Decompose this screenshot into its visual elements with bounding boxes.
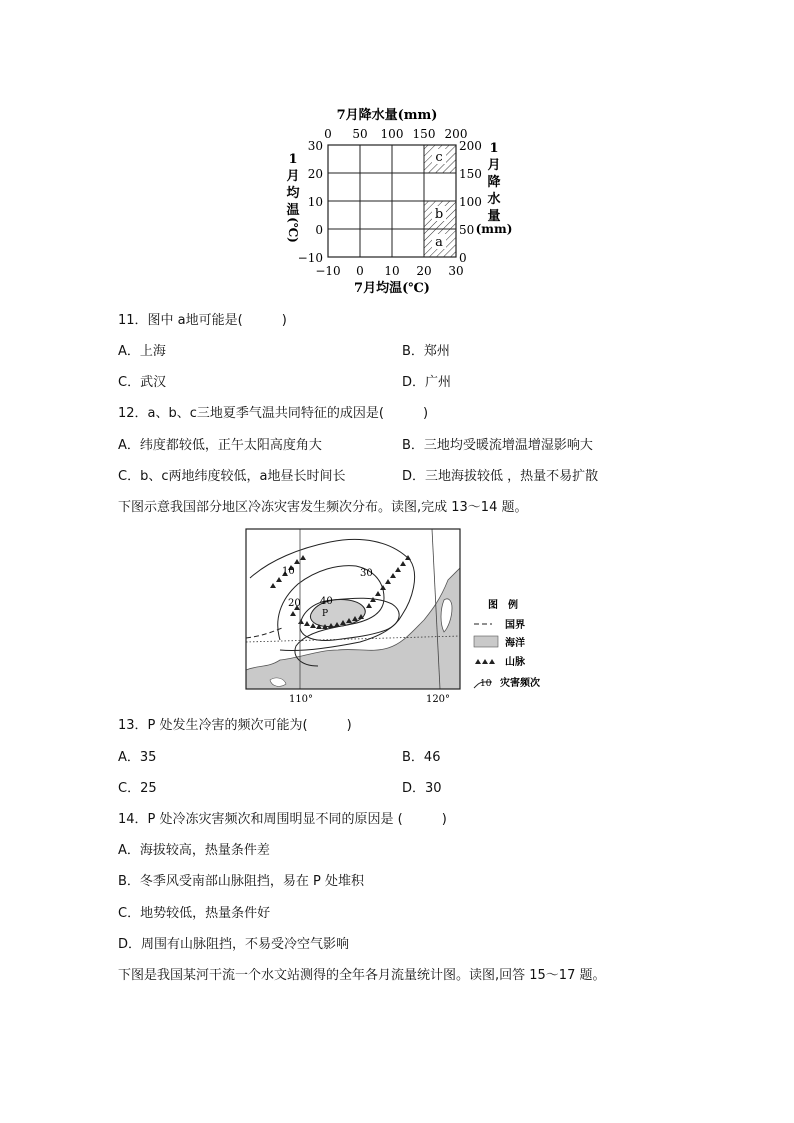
top-tick: 50 [352, 127, 368, 141]
legend-mountain-icon [475, 659, 495, 664]
legend-ocean: 海洋 [505, 638, 525, 649]
legend-title: 图 例 [488, 600, 518, 611]
right-axis-title: 月 [487, 158, 501, 173]
contour-label-30: 30 [360, 568, 373, 579]
right-axis-title: 水 [487, 192, 501, 207]
intro-flow-question: 下图是我国某河干流一个水文站测得的全年各月流量统计图。读图,回答 15～17 题。 [118, 968, 606, 983]
bottom-tick: 0 [356, 264, 364, 278]
contour-label-10: 10 [282, 566, 295, 577]
top-tick: 200 [444, 127, 468, 141]
left-tick: −10 [297, 251, 323, 265]
q11-option-b[interactable]: B．郑州 [402, 344, 450, 359]
bottom-tick: 10 [384, 264, 400, 278]
q11-option-d[interactable]: D．广州 [402, 375, 452, 390]
bottom-axis-title: 7月均温(℃) [354, 281, 430, 296]
bottom-tick: 20 [416, 264, 432, 278]
left-axis-title: 月 [286, 169, 300, 184]
legend-mountain: 山脉 [505, 657, 525, 668]
region-label-b: b [434, 207, 444, 222]
q14-stem: 14．P 处冷冻灾害频次和周围明显不同的原因是 ( ) [118, 812, 447, 827]
q12-option-c[interactable]: C．b、c两地纬度较低，a地昼长时间长 [118, 469, 346, 484]
q11-option-c[interactable]: C．武汉 [118, 375, 167, 390]
legend-border: 国界 [505, 620, 525, 631]
q13-option-d[interactable]: D．30 [402, 781, 442, 796]
left-tick: 10 [307, 195, 323, 209]
q12-option-a[interactable]: A．纬度都较低，正午太阳高度角大 [118, 438, 322, 453]
intro-map-question: 下图示意我国部分地区冷冻灾害发生频次分布。读图,完成 13～14 题。 [118, 500, 528, 515]
right-axis-title: 量 [487, 209, 501, 224]
q14-option-a[interactable]: A．海拔较高，热量条件差 [118, 843, 270, 858]
top-ticks [324, 127, 467, 141]
lon-label-110: 110° [288, 694, 314, 705]
left-tick: 20 [307, 167, 323, 181]
top-axis-title: 7月降水量(mm) [336, 108, 438, 123]
right-tick: 100 [459, 195, 482, 209]
q12-option-d[interactable]: D．三地海拔较低 ，热量不易扩散 [402, 469, 599, 484]
right-axis-title: 降 [487, 175, 501, 190]
right-tick: 50 [459, 223, 475, 237]
national-border [246, 628, 282, 638]
climate-grid-figure [0, 0, 794, 300]
q11-stem: 11．图中 a地可能是( ) [118, 313, 287, 328]
right-axis-title: 1 [489, 141, 499, 156]
legend-sample-value: 10 [480, 679, 492, 689]
left-tick: 0 [315, 223, 323, 237]
q12-option-b[interactable]: B．三地均受暖流增温增湿影响大 [402, 438, 593, 453]
top-tick: 0 [324, 127, 332, 141]
right-tick: 150 [459, 167, 482, 181]
q14-option-d[interactable]: D．周围有山脉阻挡，不易受冷空气影响 [118, 937, 350, 952]
contour-label-20: 20 [288, 598, 301, 609]
lon-label-120: 120° [425, 694, 451, 705]
q14-option-b[interactable]: B．冬季风受南部山脉阻挡，易在 P 处堆积 [118, 874, 365, 889]
left-axis-title: 1 [288, 152, 298, 167]
q14-option-c[interactable]: C．地势较低，热量条件好 [118, 906, 271, 921]
legend-frequency: 灾害频次 [500, 678, 540, 689]
left-axis-title: 均 [286, 186, 300, 201]
legend-ocean-swatch [474, 636, 498, 647]
bottom-tick: −10 [315, 264, 341, 278]
q12-stem: 12．a、b、c三地夏季气温共同特征的成因是( ) [118, 406, 429, 421]
top-tick: 100 [380, 127, 404, 141]
right-tick: 200 [459, 139, 482, 153]
q13-option-c[interactable]: C．25 [118, 781, 157, 796]
q13-option-b[interactable]: B．46 [402, 750, 441, 765]
q11-option-a[interactable]: A．上海 [118, 344, 166, 359]
left-axis-title: (℃) [286, 217, 300, 243]
q13-option-a[interactable]: A．35 [118, 750, 157, 765]
bottom-tick: 30 [448, 264, 464, 278]
region-label-a: a [435, 235, 443, 250]
point-p-label: P [322, 609, 329, 619]
contour-label-40: 40 [320, 596, 333, 607]
region-label-c: c [435, 150, 443, 165]
top-tick: 150 [412, 127, 436, 141]
right-axis-title: (mm) [475, 222, 513, 236]
q13-stem: 13．P 处发生冷害的频次可能为( ) [118, 718, 352, 733]
right-tick: 0 [459, 251, 467, 265]
left-axis-title: 温 [286, 203, 300, 218]
frost-disaster-map [0, 520, 794, 720]
left-tick: 30 [307, 139, 323, 153]
